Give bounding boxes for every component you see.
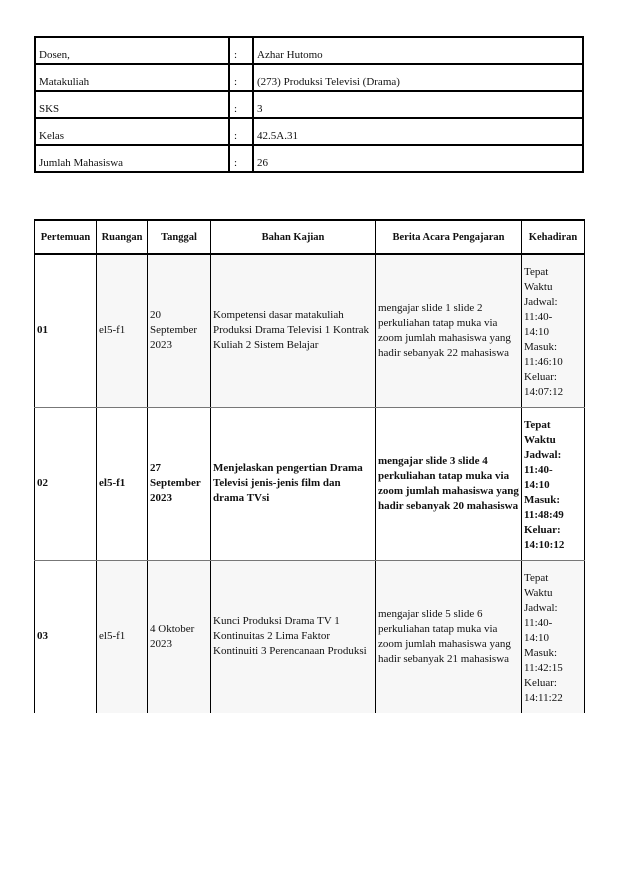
- kehadiran-line: Tepat: [524, 571, 549, 584]
- kehadiran-line: 11:46:10: [524, 356, 563, 368]
- info-label: SKS: [35, 91, 229, 118]
- kehadiran-line: Jadwal:: [524, 601, 558, 614]
- pertemuan-cell: 03: [35, 560, 97, 713]
- kehadiran-line: 11:40-: [524, 463, 553, 476]
- berita-acara-cell: mengajar slide 5 slide 6 perkuliahan tatap muka via zoom jumlah mahasiswa yang hadir sebanyak 21 mahasiswa: [376, 560, 522, 713]
- info-value: 3: [253, 91, 583, 118]
- info-separator: :: [229, 118, 253, 145]
- info-row-matakuliah: [35, 64, 583, 91]
- header-bahan-kajian: Bahan Kajian: [211, 220, 376, 254]
- info-value: 42.5A.31: [253, 118, 583, 145]
- info-separator: :: [229, 64, 253, 91]
- info-row-kelas: [35, 118, 583, 145]
- kehadiran-line: 11:40-: [524, 616, 553, 629]
- info-label: Matakuliah: [35, 64, 229, 91]
- kehadiran-line: Masuk:: [524, 646, 557, 659]
- pertemuan-cell: 02: [35, 407, 97, 560]
- kehadiran-cell: [522, 254, 585, 407]
- table-row: [35, 560, 585, 713]
- kehadiran-line: 14:10: [524, 631, 550, 644]
- header-kehadiran: Kehadiran: [522, 220, 585, 254]
- info-label: Jumlah Mahasiswa: [35, 145, 229, 172]
- kehadiran-line: Waktu: [524, 281, 553, 293]
- info-label: Dosen,: [35, 37, 229, 64]
- kehadiran-line: Masuk:: [524, 493, 561, 506]
- info-row-sks: [35, 91, 583, 118]
- kehadiran-line: 14:11:22: [524, 691, 563, 704]
- kehadiran-line: 14:07:12: [524, 386, 564, 398]
- course-info-table: [34, 36, 584, 173]
- table-row: [35, 254, 585, 407]
- info-row-jumlah-mahasiswa: [35, 145, 583, 172]
- kehadiran-line: 11:40-: [524, 311, 553, 323]
- tanggal-cell: 27 September 2023: [148, 407, 211, 560]
- kehadiran-line: 14:10:12: [524, 538, 565, 551]
- kehadiran-line: Masuk:: [524, 341, 557, 353]
- pertemuan-cell: 01: [35, 254, 97, 407]
- kehadiran-line: Keluar:: [524, 676, 557, 689]
- table-row: [35, 407, 585, 560]
- kehadiran-line: Waktu: [524, 586, 553, 599]
- berita-acara-cell: mengajar slide 1 slide 2 perkuliahan tatap muka via zoom jumlah mahasiswa yang hadir sebanyak 22 mahasiswa: [376, 254, 522, 407]
- info-separator: :: [229, 91, 253, 118]
- kehadiran-line: 11:48:49: [524, 508, 564, 521]
- berita-acara-cell: mengajar slide 3 slide 4 perkuliahan tatap muka via zoom jumlah mahasiswa yang hadir sebanyak 20 mahasiswa: [376, 407, 522, 560]
- kehadiran-cell: [522, 407, 585, 560]
- info-separator: :: [229, 37, 253, 64]
- header-berita-acara: Berita Acara Pengajaran: [376, 220, 522, 254]
- info-separator: :: [229, 145, 253, 172]
- meeting-schedule-table: [34, 219, 585, 713]
- kehadiran-line: Tepat: [524, 418, 551, 431]
- info-label: Kelas: [35, 118, 229, 145]
- kehadiran-line: Jadwal:: [524, 296, 558, 308]
- kehadiran-cell: [522, 560, 585, 713]
- info-value: (273) Produksi Televisi (Drama): [253, 64, 583, 91]
- tanggal-cell: 4 Oktober 2023: [148, 560, 211, 713]
- info-row-dosen: [35, 37, 583, 64]
- info-value: Azhar Hutomo: [253, 37, 583, 64]
- ruangan-cell: el5-f1: [97, 560, 148, 713]
- bahan-kajian-cell: Kunci Produksi Drama TV 1 Kontinuitas 2 Lima Faktor Kontinuiti 3 Perencanaan Produksi: [211, 560, 376, 713]
- bahan-kajian-cell: Kompetensi dasar matakuliah Produksi Drama Televisi 1 Kontrak Kuliah 2 Sistem Belajar: [211, 254, 376, 407]
- schedule-header-row: [35, 220, 585, 254]
- header-ruangan: Ruangan: [97, 220, 148, 254]
- ruangan-cell: el5-f1: [97, 254, 148, 407]
- header-pertemuan: Pertemuan: [35, 220, 97, 254]
- ruangan-cell: el5-f1: [97, 407, 148, 560]
- tanggal-cell: 20 September 2023: [148, 254, 211, 407]
- kehadiran-line: Tepat: [524, 266, 549, 278]
- kehadiran-line: Waktu: [524, 433, 556, 446]
- header-tanggal: Tanggal: [148, 220, 211, 254]
- bahan-kajian-cell: Menjelaskan pengertian Drama Televisi jenis-jenis film dan drama TVsi: [211, 407, 376, 560]
- kehadiran-line: Jadwal:: [524, 448, 562, 461]
- kehadiran-line: Keluar:: [524, 523, 561, 536]
- kehadiran-line: 14:10: [524, 326, 550, 338]
- info-value: 26: [253, 145, 583, 172]
- kehadiran-line: 11:42:15: [524, 661, 563, 674]
- kehadiran-line: 14:10: [524, 478, 550, 491]
- kehadiran-line: Keluar:: [524, 371, 557, 383]
